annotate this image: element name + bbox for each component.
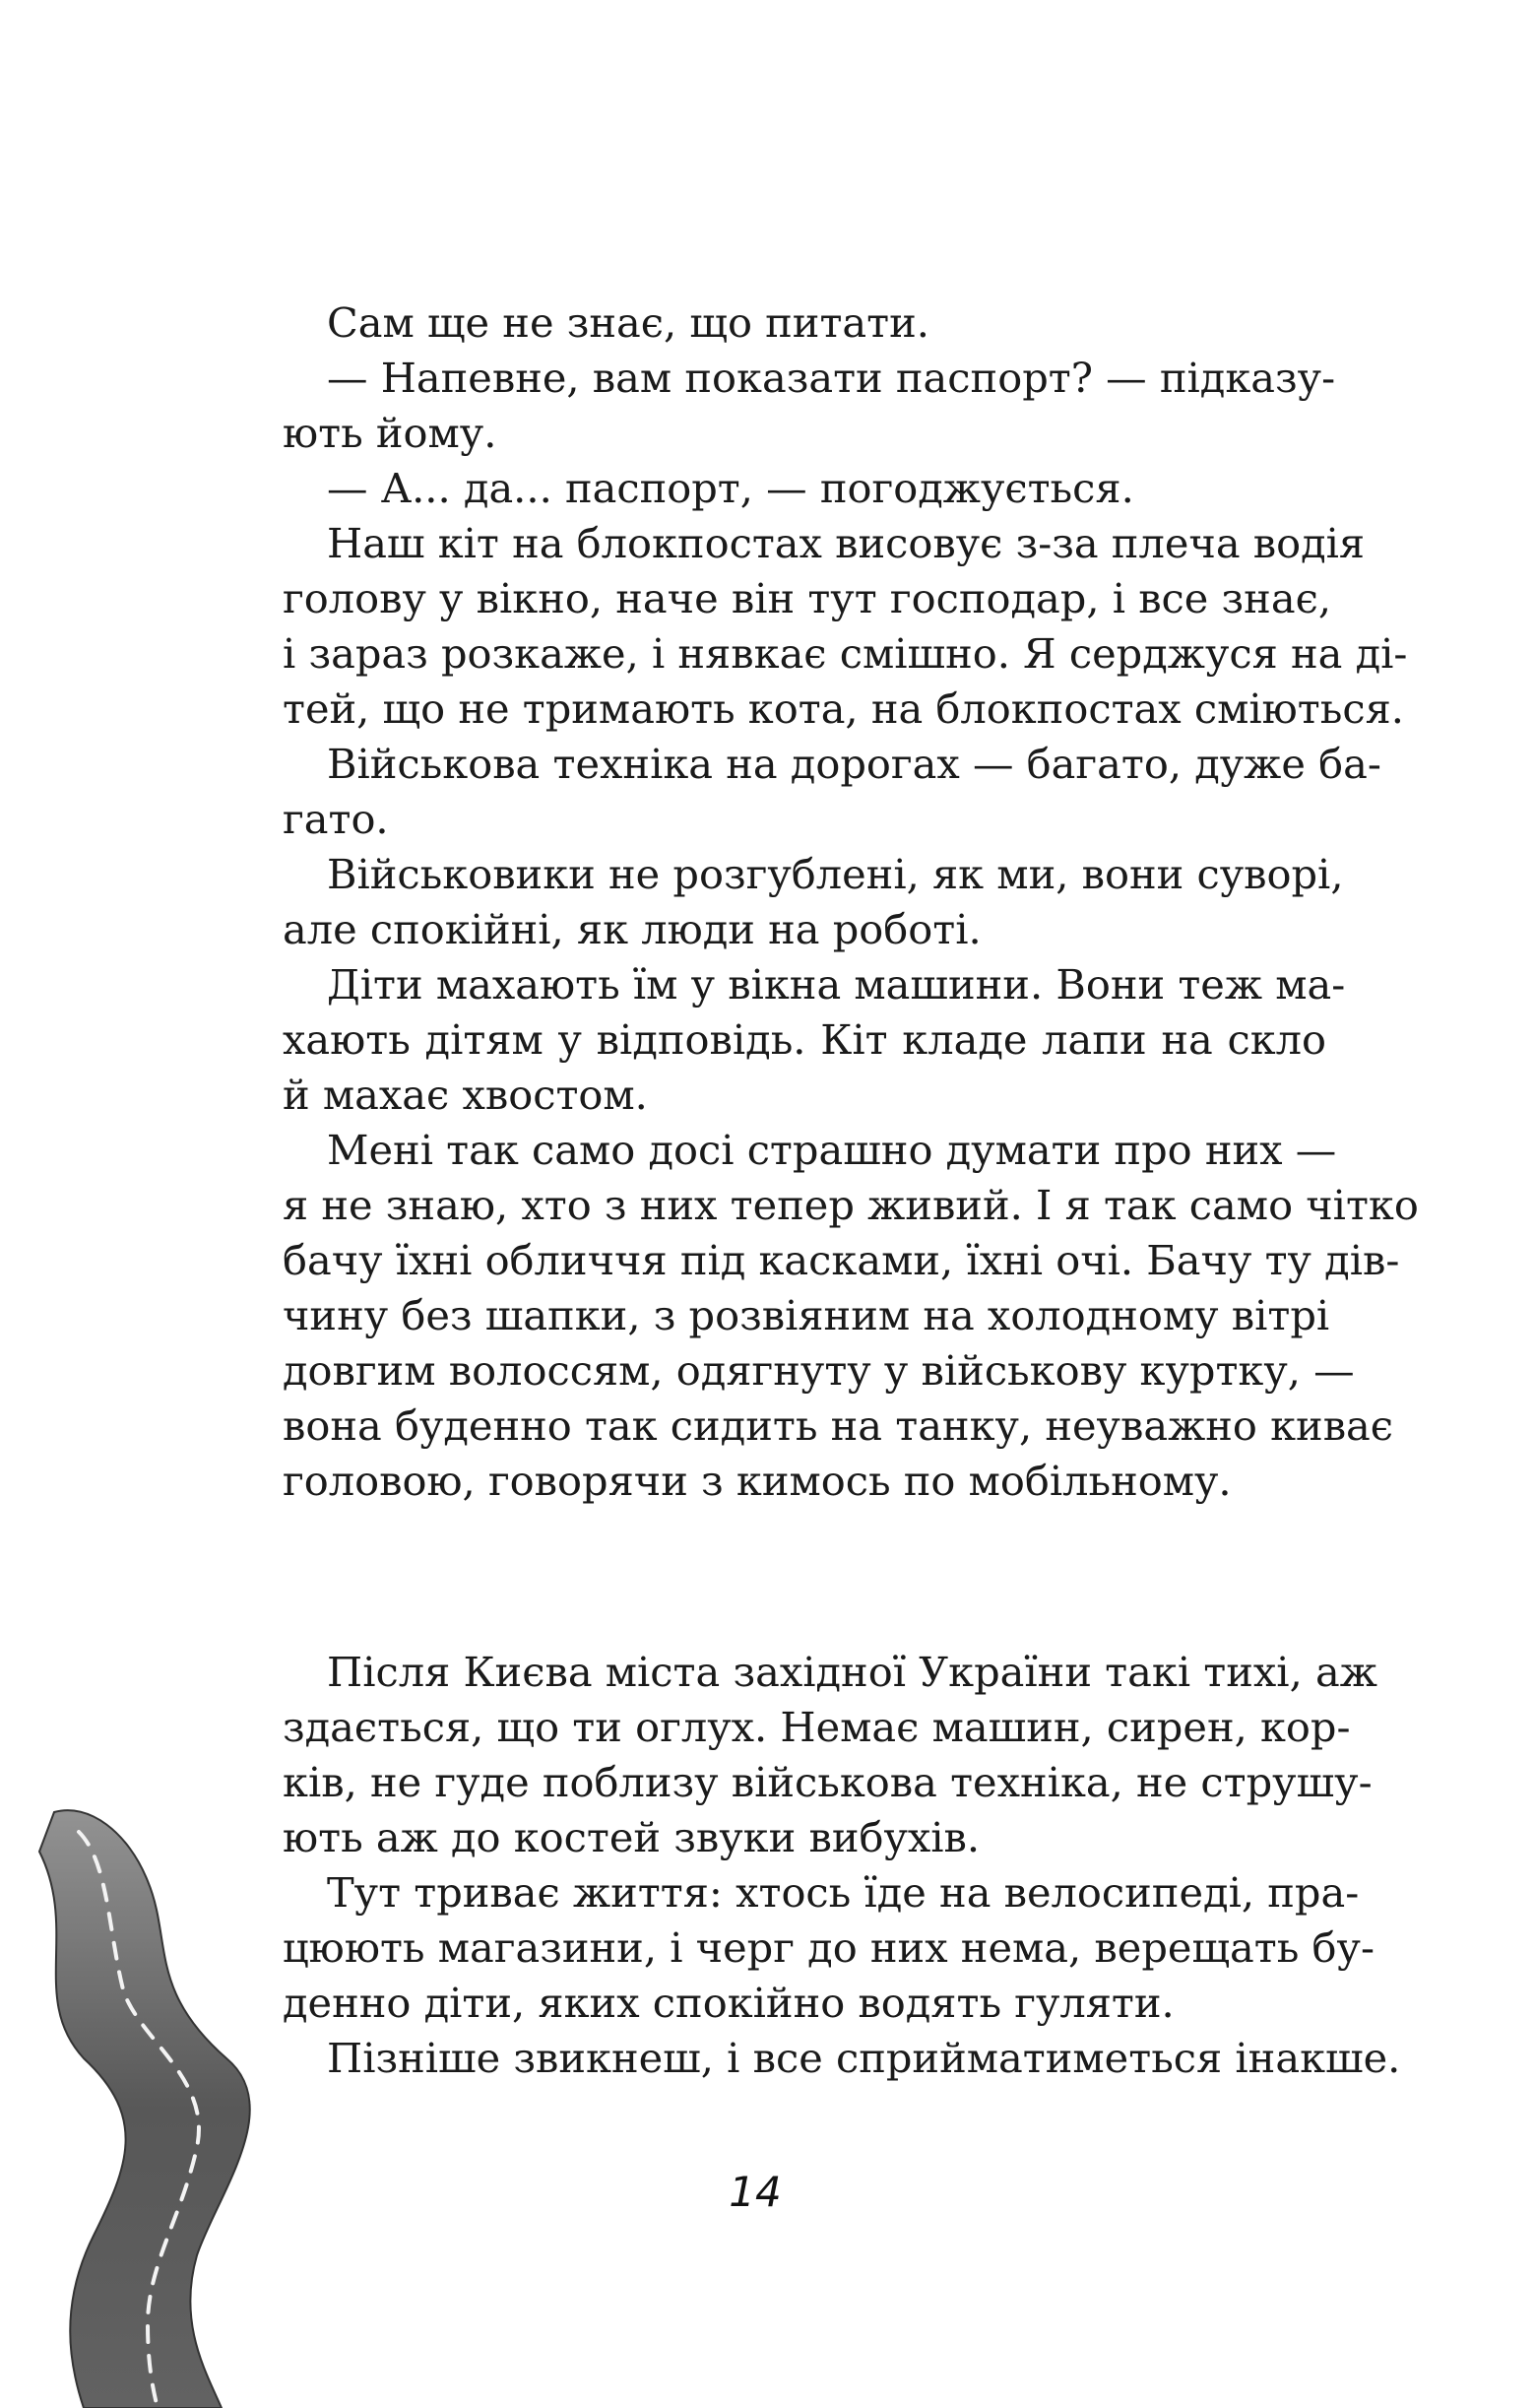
text-line: Тут триває життя: хтось їде на велосипеді, пра- (327, 1868, 1360, 1917)
text-line: бачу їхні обличчя під касками, їхні очі. Бачу ту дів- (283, 1236, 1400, 1284)
text-line: ють йому. (283, 409, 497, 457)
text-line: ють аж до костей звуки вибухів. (283, 1813, 981, 1861)
text-line: вона буденно так сидить на танку, неуважно киває (283, 1401, 1394, 1450)
text-line: довгим волоссям, одягнуту у військову куртку, — (283, 1346, 1355, 1395)
text-line: я не знаю, хто з них тепер живий. І я так само чітко (283, 1181, 1419, 1229)
text-line: цюють магазини, і черг до них нема, верещать бу- (283, 1923, 1375, 1972)
text-line: хають дітям у відповідь. Кіт кладе лапи на скло (283, 1015, 1326, 1064)
road-surface (39, 1810, 250, 2408)
text-line: Військова техніка на дорогах — багато, дуже ба- (327, 740, 1381, 788)
text-line: але спокійні, як люди на роботі. (283, 905, 982, 953)
road-illustration (0, 1792, 315, 2408)
text-section-2 (283, 1645, 1401, 2216)
page-number: 14 (729, 2168, 782, 2216)
text-line: і зараз розкаже, і нявкає смішно. Я серджуся на ді- (283, 629, 1408, 678)
text-line: денно діти, яких спокійно водять гуляти. (283, 1979, 1175, 2027)
text-line: чину без шапки, з розвіяним на холодному вітрі (283, 1291, 1330, 1339)
text-line: Після Києва міста західної України такі тихі, аж (327, 1648, 1377, 1696)
text-section-1 (283, 295, 1419, 1509)
text-line: здається, що ти оглух. Немає машин, сирен, кор- (283, 1703, 1351, 1751)
text-line: головою, говорячи з кимось по мобільному. (283, 1457, 1232, 1505)
text-line: голову у вікно, наче він тут господар, і все знає, (283, 574, 1332, 622)
text-line: — Напевне, вам показати паспорт? — підказу- (327, 354, 1336, 402)
text-line: тей, що не тримають кота, на блокпостах сміються. (283, 684, 1404, 733)
text-line: гато. (283, 795, 389, 843)
text-line: Мені так само досі страшно думати про них — (327, 1126, 1337, 1174)
text-line: Діти махають їм у вікна машини. Вони теж ма- (327, 960, 1346, 1009)
text-line: — А... да... паспорт, — погоджується. (327, 464, 1134, 512)
text-line: Сам ще не знає, що питати. (327, 298, 929, 347)
text-line: Наш кіт на блокпостах висовує з-за плеча водія (327, 519, 1366, 567)
text-line: ків, не гуде поблизу військова техніка, не струшу- (283, 1758, 1373, 1806)
text-line: Військовики не розгублені, як ми, вони суворі, (327, 850, 1344, 898)
text-line: й махає хвостом. (283, 1071, 648, 1119)
text-line: Пізніше звикнеш, і все сприйматиметься інакше. (327, 2034, 1401, 2082)
